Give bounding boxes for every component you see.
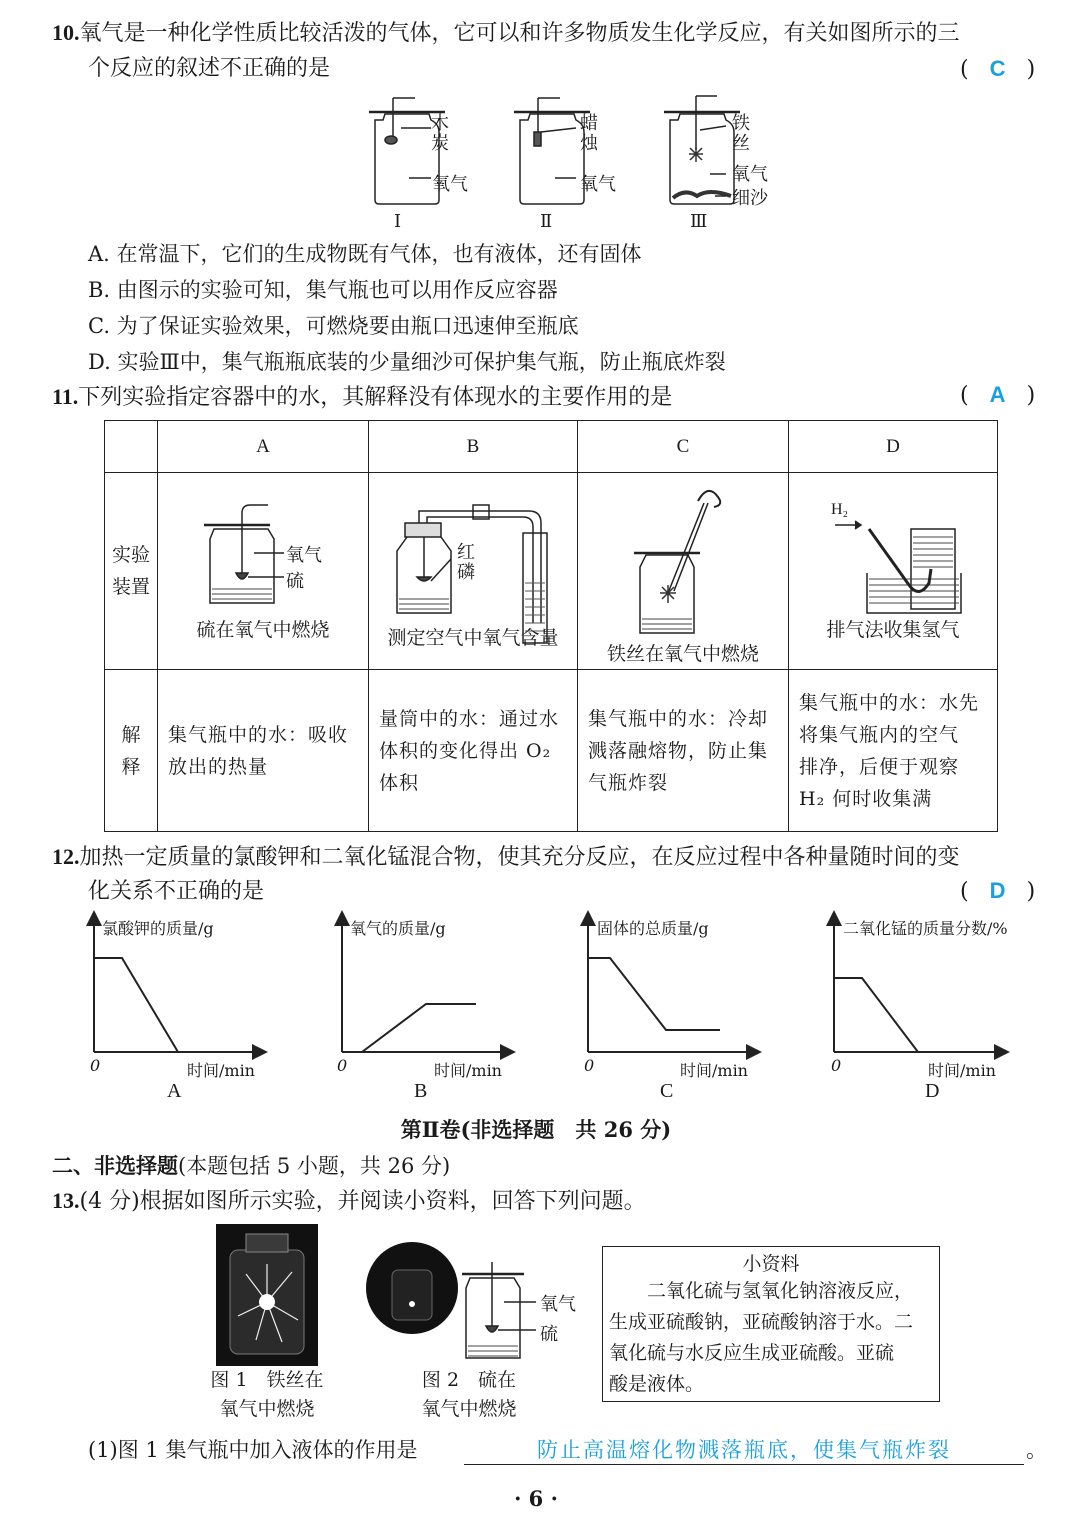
explanation-a: 集气瓶中的水：吸收 放出的热量: [158, 670, 369, 832]
q10-stem-line1: 氧气是一种化学性质比较活泼的气体，它可以和许多物质发生化学反应，有关如图所示的三: [79, 21, 960, 46]
jar1-gas-label: 氧气: [432, 174, 468, 195]
graph-d-title: 二氧化锰的质量分数/%: [843, 919, 1008, 938]
graph-d-xlabel: 时间/min: [928, 1061, 996, 1080]
apparatus-d: [789, 473, 998, 670]
q10-option-c: C. 为了保证实验效果，可燃烧要由瓶口迅速伸至瓶底: [88, 314, 579, 338]
q13-sub1-answer-field: [464, 1434, 1024, 1465]
info-box-body: 二氧化硫与氢氧化钠溶液反应， 生成亚硫酸钠，亚硫酸钠溶于水。二 氧化硫与水反应生成亚硫酸。亚硫 酸是液体。: [609, 1280, 914, 1395]
q10-answer-slot: ( C ): [960, 56, 1036, 82]
row-label-apparatus: 实验 装置: [105, 473, 158, 670]
q10-number: 10.: [52, 20, 80, 45]
q13-sub1-answer: 防止高温熔化物溅落瓶底，使集气瓶炸裂: [537, 1438, 951, 1462]
q10-stem-line2: 个反应的叙述不正确的是: [88, 56, 331, 81]
graph-b-xlabel: 时间/min: [434, 1061, 502, 1080]
explanation-c: 集气瓶中的水：冷却 溅落融熔物，防止集 气瓶炸裂: [578, 670, 789, 832]
col-header-a: A: [158, 421, 369, 473]
info-box: [602, 1246, 940, 1402]
q13-sub1-period: 。: [1026, 1438, 1047, 1462]
jar2-label: 蜡 烛: [580, 113, 598, 154]
graph-b-line: [362, 1004, 476, 1052]
jar1-label: 木 炭: [431, 113, 449, 154]
b-phosphorus-label: 红 磷: [457, 542, 475, 583]
part-heading: 二、非选择题(本题包括 5 小题，共 26 分): [52, 1153, 451, 1178]
graph-a-origin: 0: [90, 1056, 101, 1075]
caption-a: 硫在氧气中燃烧: [196, 619, 330, 641]
q12-answer: D: [989, 878, 1006, 903]
q12-stem-line2: 化关系不正确的是: [88, 879, 265, 904]
jar3-label: 铁 丝: [732, 113, 750, 154]
fig1-caption: 图 1 铁丝在 氧气中燃烧: [210, 1369, 324, 1420]
caption-c: 铁丝在氧气中燃烧: [606, 643, 759, 665]
graph-c-title: 固体的总质量/g: [597, 919, 709, 938]
q10-answer: C: [989, 56, 1006, 81]
q13-stem: (4 分)根据如图所示实验，并阅读小资料，回答下列问题。: [79, 1189, 646, 1214]
fig2-sulfur-label: 硫: [540, 1324, 558, 1345]
row-label-explanation: 解 释: [105, 670, 158, 832]
graph-d-line: [834, 978, 918, 1052]
a-sulfur-label: 硫: [286, 571, 304, 592]
apparatus-c: [578, 473, 789, 670]
q11-stem: 下列实验指定容器中的水，其解释没有体现水的主要作用的是: [78, 385, 673, 410]
q10-line1: [52, 16, 1052, 51]
graph-c-label: C: [660, 1080, 674, 1102]
d-h2-label: H₂: [831, 501, 849, 518]
graph-a-label: A: [167, 1080, 182, 1102]
graph-b-origin: 0: [337, 1056, 348, 1075]
q11-answer: A: [989, 382, 1006, 407]
graph-d-origin: 0: [831, 1056, 842, 1075]
jar3-sand-label: 细沙: [732, 188, 768, 209]
apparatus-b: [369, 473, 578, 670]
q11-line: [52, 380, 672, 415]
jar1-number: Ⅰ: [394, 211, 402, 232]
q12-line1: [52, 840, 1052, 875]
q10-option-d: D. 实验Ⅲ中，集气瓶瓶底装的少量细沙可保护集气瓶，防止瓶底炸裂: [88, 350, 726, 374]
q10-option-b: B. 由图示的实验可知，集气瓶也可以用作反应容器: [88, 278, 558, 302]
caption-d: 排气法收集氢气: [826, 619, 960, 641]
caption-b: 测定空气中氧气含量: [387, 627, 559, 649]
fig2-photo: [364, 1240, 460, 1336]
q13-line: [52, 1184, 646, 1219]
explanation-d: 集气瓶中的水：水先 将集气瓶内的空气 排净，后便于观察 H₂ 何时收集满: [789, 670, 998, 832]
q10-option-a: A. 在常温下，它们的生成物既有气体，也有液体，还有固体: [88, 242, 642, 266]
q11-answer-slot: ( A ): [960, 382, 1036, 408]
apparatus-a: [158, 473, 369, 670]
a-gas-label: 氧气: [286, 545, 322, 566]
col-header-c: C: [578, 421, 789, 473]
q13-sub1-text: (1)图 1 集气瓶中加入液体的作用是: [88, 1438, 418, 1462]
q11-number: 11.: [52, 384, 79, 409]
fig2-gas-label: 氧气: [540, 1294, 576, 1315]
fig2-caption: 图 2 硫在 氧气中燃烧: [421, 1369, 517, 1420]
jar2-number: Ⅱ: [540, 211, 553, 232]
q12-number: 12.: [52, 844, 80, 869]
graph-a-line: [94, 958, 178, 1052]
info-box-title: 小资料: [742, 1253, 800, 1275]
jar3-number: Ⅲ: [690, 211, 708, 232]
graph-b-label: B: [414, 1080, 428, 1102]
q12-answer-slot: ( D ): [960, 878, 1036, 904]
graph-a-xlabel: 时间/min: [187, 1061, 255, 1080]
volume-title: 第Ⅱ卷(非选择题 共 26 分): [400, 1117, 672, 1142]
graph-a-title: 氯酸钾的质量/g: [102, 919, 214, 938]
fig1-photo: [216, 1224, 318, 1366]
graph-c-xlabel: 时间/min: [680, 1061, 748, 1080]
jar3-gas-label: 氧气: [732, 164, 768, 185]
q13-number: 13.: [52, 1188, 80, 1213]
graph-b-title: 氧气的质量/g: [350, 919, 446, 938]
graph-c-line: [588, 958, 720, 1030]
jar2-gas-label: 氧气: [580, 174, 616, 195]
q11-table: [104, 420, 998, 832]
col-header-d: D: [789, 421, 998, 473]
q12-stem-line1: 加热一定质量的氯酸钾和二氧化锰混合物，使其充分反应，在反应过程中各种量随时间的变: [79, 845, 960, 870]
graph-c-origin: 0: [584, 1056, 595, 1075]
graph-d-label: D: [925, 1080, 940, 1102]
q10-figure: [355, 92, 775, 237]
explanation-b: 量筒中的水：通过水 体积的变化得出 O₂ 体积: [369, 670, 578, 832]
col-header-b: B: [369, 421, 578, 473]
page-number: · 6 ·: [514, 1486, 558, 1511]
